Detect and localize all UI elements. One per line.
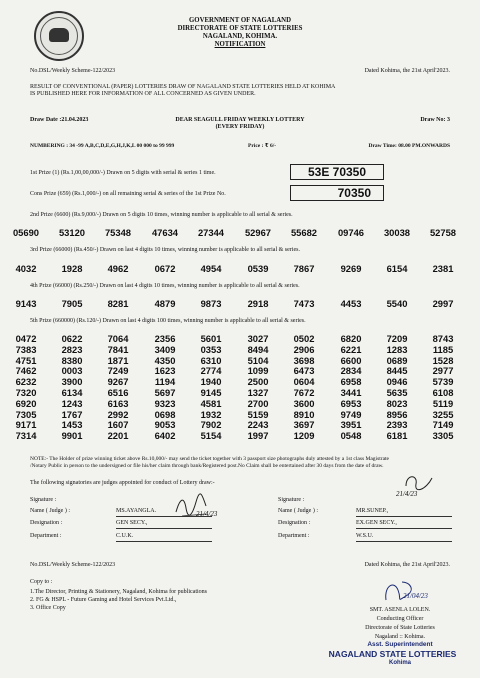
prize-number: 3255 <box>432 408 454 420</box>
prize-number: 8023 <box>386 397 408 409</box>
prize-number: 1528 <box>432 354 454 366</box>
prize-number: 9749 <box>340 408 362 420</box>
cons-prize-desc: Cons Prize (659) (Rs.1,000/-) on all remaining serial & series of the 1st Prize No. <box>30 191 226 197</box>
prize-number: 5635 <box>386 387 408 398</box>
prize-number: 52758 <box>429 227 457 238</box>
prize-number: 7841 <box>107 343 129 355</box>
prize-number: 1099 <box>247 365 269 377</box>
prize-number: 9267 <box>107 376 129 388</box>
draw-title: DEAR SEAGULL FRIDAY WEEKLY LOTTERY <box>175 117 305 123</box>
prize-number: 8281 <box>107 298 129 309</box>
officer-signature <box>380 576 414 606</box>
first-prize-number: 53E 70350 <box>290 164 384 180</box>
prize-number: 2393 <box>386 419 408 431</box>
prize-number: 75348 <box>104 227 132 238</box>
prize-number: 4962 <box>107 263 129 274</box>
prize-number: 6134 <box>61 387 83 398</box>
left-name-label: Name ( Judge ) : <box>30 508 70 514</box>
prize-number: 7149 <box>432 419 454 431</box>
prize-number: 1607 <box>107 419 129 431</box>
prize-number: 4350 <box>154 354 176 366</box>
draw-number: Draw No: 3 <box>420 117 450 123</box>
prize-number: 6473 <box>293 365 315 377</box>
fifth-prize-desc: 5th Prize (660000) (Rs.120/-) Drawn on last 4 digits 100 times, winning number is applicable to all serial & series. <box>30 318 306 324</box>
prize-number: 2823 <box>61 343 83 355</box>
draw-date: Draw Date :21.04.2023 <box>30 117 89 123</box>
header-notification: NOTIFICATION <box>214 41 266 48</box>
reference-number-2: No.DSL/Weekly Scheme-122/2023 <box>30 562 116 568</box>
prize-number: 5601 <box>200 333 222 344</box>
prize-number: 6232 <box>15 376 37 388</box>
prize-number: 7902 <box>200 419 222 431</box>
left-designation-underline <box>116 528 212 529</box>
prize-number: 3441 <box>340 387 362 398</box>
right-name-label: Name ( Judge ) : <box>278 508 318 514</box>
prize-number: 5159 <box>247 408 269 420</box>
prize-number: 2700 <box>247 397 269 409</box>
second-prize-desc: 2nd Prize (6600) (Rs.9,000/-) Drawn on 5 digits 10 times, winning number is applicable to all serial & series. <box>30 212 293 218</box>
third-prize-desc: 3rd Prize (66000) (Rs.450/-) Drawn on last 4 digits 10 times, winning number is applicable to all serial & series. <box>30 247 300 253</box>
prize-number: 8956 <box>386 408 408 420</box>
prize-number: 4751 <box>15 354 37 366</box>
prize-number: 2500 <box>247 376 269 388</box>
draw-time: Draw Time: 08.00 PM.ONWARDS <box>368 143 450 149</box>
prize-number: 05690 <box>12 227 40 238</box>
prize-number: 0604 <box>293 376 315 388</box>
prize-number: 9901 <box>61 430 83 442</box>
prize-number: 7320 <box>15 387 37 398</box>
copy-item-3: 3. Office Copy <box>30 605 66 611</box>
prize-number: 2918 <box>247 298 269 309</box>
numbering-info: NUMBERING : 34 -99 A,B,C,D,E,G,H,J,K,L 00 000 to 99 999 <box>30 143 175 149</box>
right-department-underline <box>356 541 452 542</box>
reference-number: No.DSL/Weekly Scheme-122/2023 <box>30 68 116 74</box>
prize-number: 8445 <box>386 365 408 377</box>
left-signature-date: 21/4/23 <box>196 510 218 518</box>
second-prize-row <box>0 227 480 239</box>
stamp-place: Kohima <box>388 660 411 666</box>
draw-subtitle: (EVERY FRIDAY) <box>215 124 265 130</box>
fourth-prize-desc: 4th Prize (66000) (Rs.250/-) Drawn on last 4 digits 10 times, winning number is applicable to all serial & series. <box>30 283 300 289</box>
prize-number: 1243 <box>61 397 83 409</box>
copy-item-1: 1.The Director, Printing & Stationery, Nagaland, Kohima for publications <box>30 589 207 595</box>
prize-number: 6402 <box>154 430 176 442</box>
prize-number: 6221 <box>340 343 362 355</box>
prize-number: 5739 <box>432 376 454 388</box>
prize-number: 0353 <box>200 343 222 355</box>
prize-number: 6310 <box>200 354 222 366</box>
prize-number: 7249 <box>107 365 129 377</box>
left-judge-department: C.U.K. <box>116 533 134 539</box>
first-prize-desc: 1st Prize (1) (Rs.1,00,00,000/-) Drawn on 5 digits with serial & series 1 time. <box>30 170 216 176</box>
left-judge-designation: GEN SECY., <box>116 520 148 526</box>
prize-number: 0689 <box>386 354 408 366</box>
right-judge-name: MR.SUNEP., <box>356 508 389 514</box>
prize-number: 9171 <box>15 419 37 431</box>
prize-number: 5154 <box>200 430 222 442</box>
prize-number: 3900 <box>61 376 83 388</box>
prize-number: 1209 <box>293 430 315 442</box>
stamp-title: Asst. Superintendent <box>367 641 433 648</box>
header-directorate: DIRECTORATE OF STATE LOTTERIES <box>177 25 303 32</box>
prize-number: 2977 <box>432 365 454 377</box>
prize-number: 2834 <box>340 365 362 377</box>
prize-number: 7209 <box>386 333 408 344</box>
prize-number: 2356 <box>154 333 176 344</box>
ticket-price: Price : ₹ 6/- <box>248 143 277 149</box>
prize-number: 1871 <box>107 354 129 366</box>
prize-number: 9873 <box>200 298 222 309</box>
prize-number: 1453 <box>61 419 83 431</box>
prize-number: 0946 <box>386 376 408 388</box>
copy-item-2: 2. FG & HSPL - Future Gaming and Hotel Services Pvt.Ltd., <box>30 597 177 603</box>
prize-number: 8743 <box>432 333 454 344</box>
prize-number: 8494 <box>247 343 269 355</box>
stamp-org: NAGALAND STATE LOTTERIES <box>328 649 457 659</box>
right-name-underline <box>356 516 452 517</box>
officer-org: Directorate of State Lotteries <box>365 625 435 631</box>
prize-number: 2774 <box>200 365 222 377</box>
prize-number: 1940 <box>200 376 222 388</box>
prize-number: 4954 <box>200 263 222 274</box>
prize-number: 3027 <box>247 333 269 344</box>
intro-line-2: IS PUBLISHED HERE FOR INFORMATION OF ALL CONCERNED AS GIVEN UNDER. <box>30 91 256 97</box>
prize-number: 1283 <box>386 343 408 355</box>
judges-intro: The following signatories are judges appointed for conduct of Lottery draw:- <box>30 480 215 486</box>
prize-number: 6163 <box>107 397 129 409</box>
prize-number: 5119 <box>432 397 454 409</box>
right-judge-department: W.S.U. <box>356 533 374 539</box>
prize-number: 55682 <box>290 227 318 238</box>
officer-role: Conducting Officer <box>376 616 424 622</box>
prize-number: 3697 <box>293 419 315 431</box>
prize-number: 0472 <box>15 333 37 344</box>
prize-number: 5540 <box>386 298 408 309</box>
right-designation-label: Designation : <box>278 520 311 526</box>
prize-number: 1623 <box>154 365 176 377</box>
officer-place: Nagaland :: Kohima. <box>374 634 426 640</box>
prize-number: 6953 <box>340 397 362 409</box>
prize-number: 4879 <box>154 298 176 309</box>
prize-number: 1997 <box>247 430 269 442</box>
officer-signature-date: 21/04/23 <box>403 592 428 600</box>
reference-date: Dated Kohima, the 21st April'2023. <box>364 68 450 74</box>
prize-number: 8910 <box>293 408 315 420</box>
prize-number: 5697 <box>154 387 176 398</box>
right-signature-label: Signature : <box>278 497 305 503</box>
prize-number: 2243 <box>247 419 269 431</box>
prize-number: 4453 <box>340 298 362 309</box>
note-line-1: NOTE:- The Holder of prize winning ticket above Rs.10,000/- may send the ticket together with 3 passport size photographs duly attested by a 1st class Magistrate <box>30 456 389 462</box>
header-location: NAGALAND, KOHIMA. <box>202 33 278 40</box>
prize-number: 7672 <box>293 387 315 398</box>
prize-number: 2381 <box>432 263 454 274</box>
prize-number: 6181 <box>386 430 408 442</box>
prize-number: 27344 <box>197 227 225 238</box>
prize-number: 3409 <box>154 343 176 355</box>
left-department-label: Department : <box>30 533 62 539</box>
prize-number: 2201 <box>107 430 129 442</box>
prize-number: 47634 <box>151 227 179 238</box>
reference-date-2: Dated Kohima, the 21st April'2023. <box>364 562 450 568</box>
right-signature-date: 21/4/23 <box>396 490 418 498</box>
prize-number: 7064 <box>107 333 129 344</box>
cons-prize-number: 70350 <box>290 185 384 201</box>
prize-number: 8380 <box>61 354 83 366</box>
prize-number: 2992 <box>107 408 129 420</box>
prize-number: 3600 <box>293 397 315 409</box>
left-designation-label: Designation : <box>30 520 63 526</box>
prize-number: 4032 <box>15 263 37 274</box>
intro-line-1: RESULT OF CONVENTIONAL (PAPER) LOTTERIES DRAW OF NAGALAND STATE LOTTERIES HELD AT KOHIMA <box>30 84 336 90</box>
prize-number: 7867 <box>293 263 315 274</box>
prize-number: 4581 <box>200 397 222 409</box>
note-line-2: /Notary Public in person to the undersigned or file his/her claim through bank/Registered post.No Claim shall be entertained after 30 days from the date of draw. <box>30 463 384 469</box>
third-prize-row <box>0 263 480 275</box>
prize-number: 7383 <box>15 343 37 355</box>
prize-number: 1928 <box>61 263 83 274</box>
prize-number: 3951 <box>340 419 362 431</box>
left-judge-name: MS.AYANGLA. <box>116 508 157 514</box>
prize-number: 0003 <box>61 365 83 377</box>
prize-number: 2997 <box>432 298 454 309</box>
prize-number: 1327 <box>247 387 269 398</box>
prize-number: 9053 <box>154 419 176 431</box>
fourth-prize-row <box>0 298 480 310</box>
prize-number: 0698 <box>154 408 176 420</box>
prize-number: 0548 <box>340 430 362 442</box>
prize-number: 0502 <box>293 333 315 344</box>
prize-number: 09746 <box>337 227 365 238</box>
prize-number: 2906 <box>293 343 315 355</box>
prize-number: 6108 <box>432 387 454 398</box>
prize-number: 6154 <box>386 263 408 274</box>
prize-number: 0539 <box>247 263 269 274</box>
officer-name: SMT. ASENLA LOLEN. <box>369 607 431 613</box>
right-judge-designation: EX.GEN SECY., <box>356 520 397 526</box>
prize-number: 7305 <box>15 408 37 420</box>
prize-number: 7314 <box>15 430 37 442</box>
prize-number: 0672 <box>154 263 176 274</box>
fifth-prize-row <box>0 430 480 442</box>
prize-number: 6958 <box>340 376 362 388</box>
prize-number: 53120 <box>58 227 86 238</box>
prize-number: 7905 <box>61 298 83 309</box>
prize-number: 30038 <box>383 227 411 238</box>
prize-number: 9143 <box>15 298 37 309</box>
prize-number: 0622 <box>61 333 83 344</box>
prize-number: 7462 <box>15 365 37 377</box>
prize-number: 52967 <box>244 227 272 238</box>
header-govt: GOVERNMENT OF NAGALAND <box>189 17 291 24</box>
prize-number: 9145 <box>200 387 222 398</box>
prize-number: 1767 <box>61 408 83 420</box>
prize-number: 6600 <box>340 354 362 366</box>
prize-number: 1185 <box>432 343 454 355</box>
prize-number: 5104 <box>247 354 269 366</box>
right-designation-underline <box>356 528 452 529</box>
prize-number: 6920 <box>15 397 37 409</box>
prize-number: 7473 <box>293 298 315 309</box>
left-signature-label: Signature : <box>30 497 57 503</box>
prize-number: 9323 <box>154 397 176 409</box>
prize-number: 9269 <box>340 263 362 274</box>
right-department-label: Department : <box>278 533 310 539</box>
copy-label: Copy to : <box>30 579 53 585</box>
prize-number: 3698 <box>293 354 315 366</box>
prize-number: 6820 <box>340 333 362 344</box>
prize-number: 3305 <box>432 430 454 442</box>
prize-number: 6516 <box>107 387 129 398</box>
prize-number: 1194 <box>154 376 176 388</box>
prize-number: 1932 <box>200 408 222 420</box>
left-department-underline <box>116 541 212 542</box>
